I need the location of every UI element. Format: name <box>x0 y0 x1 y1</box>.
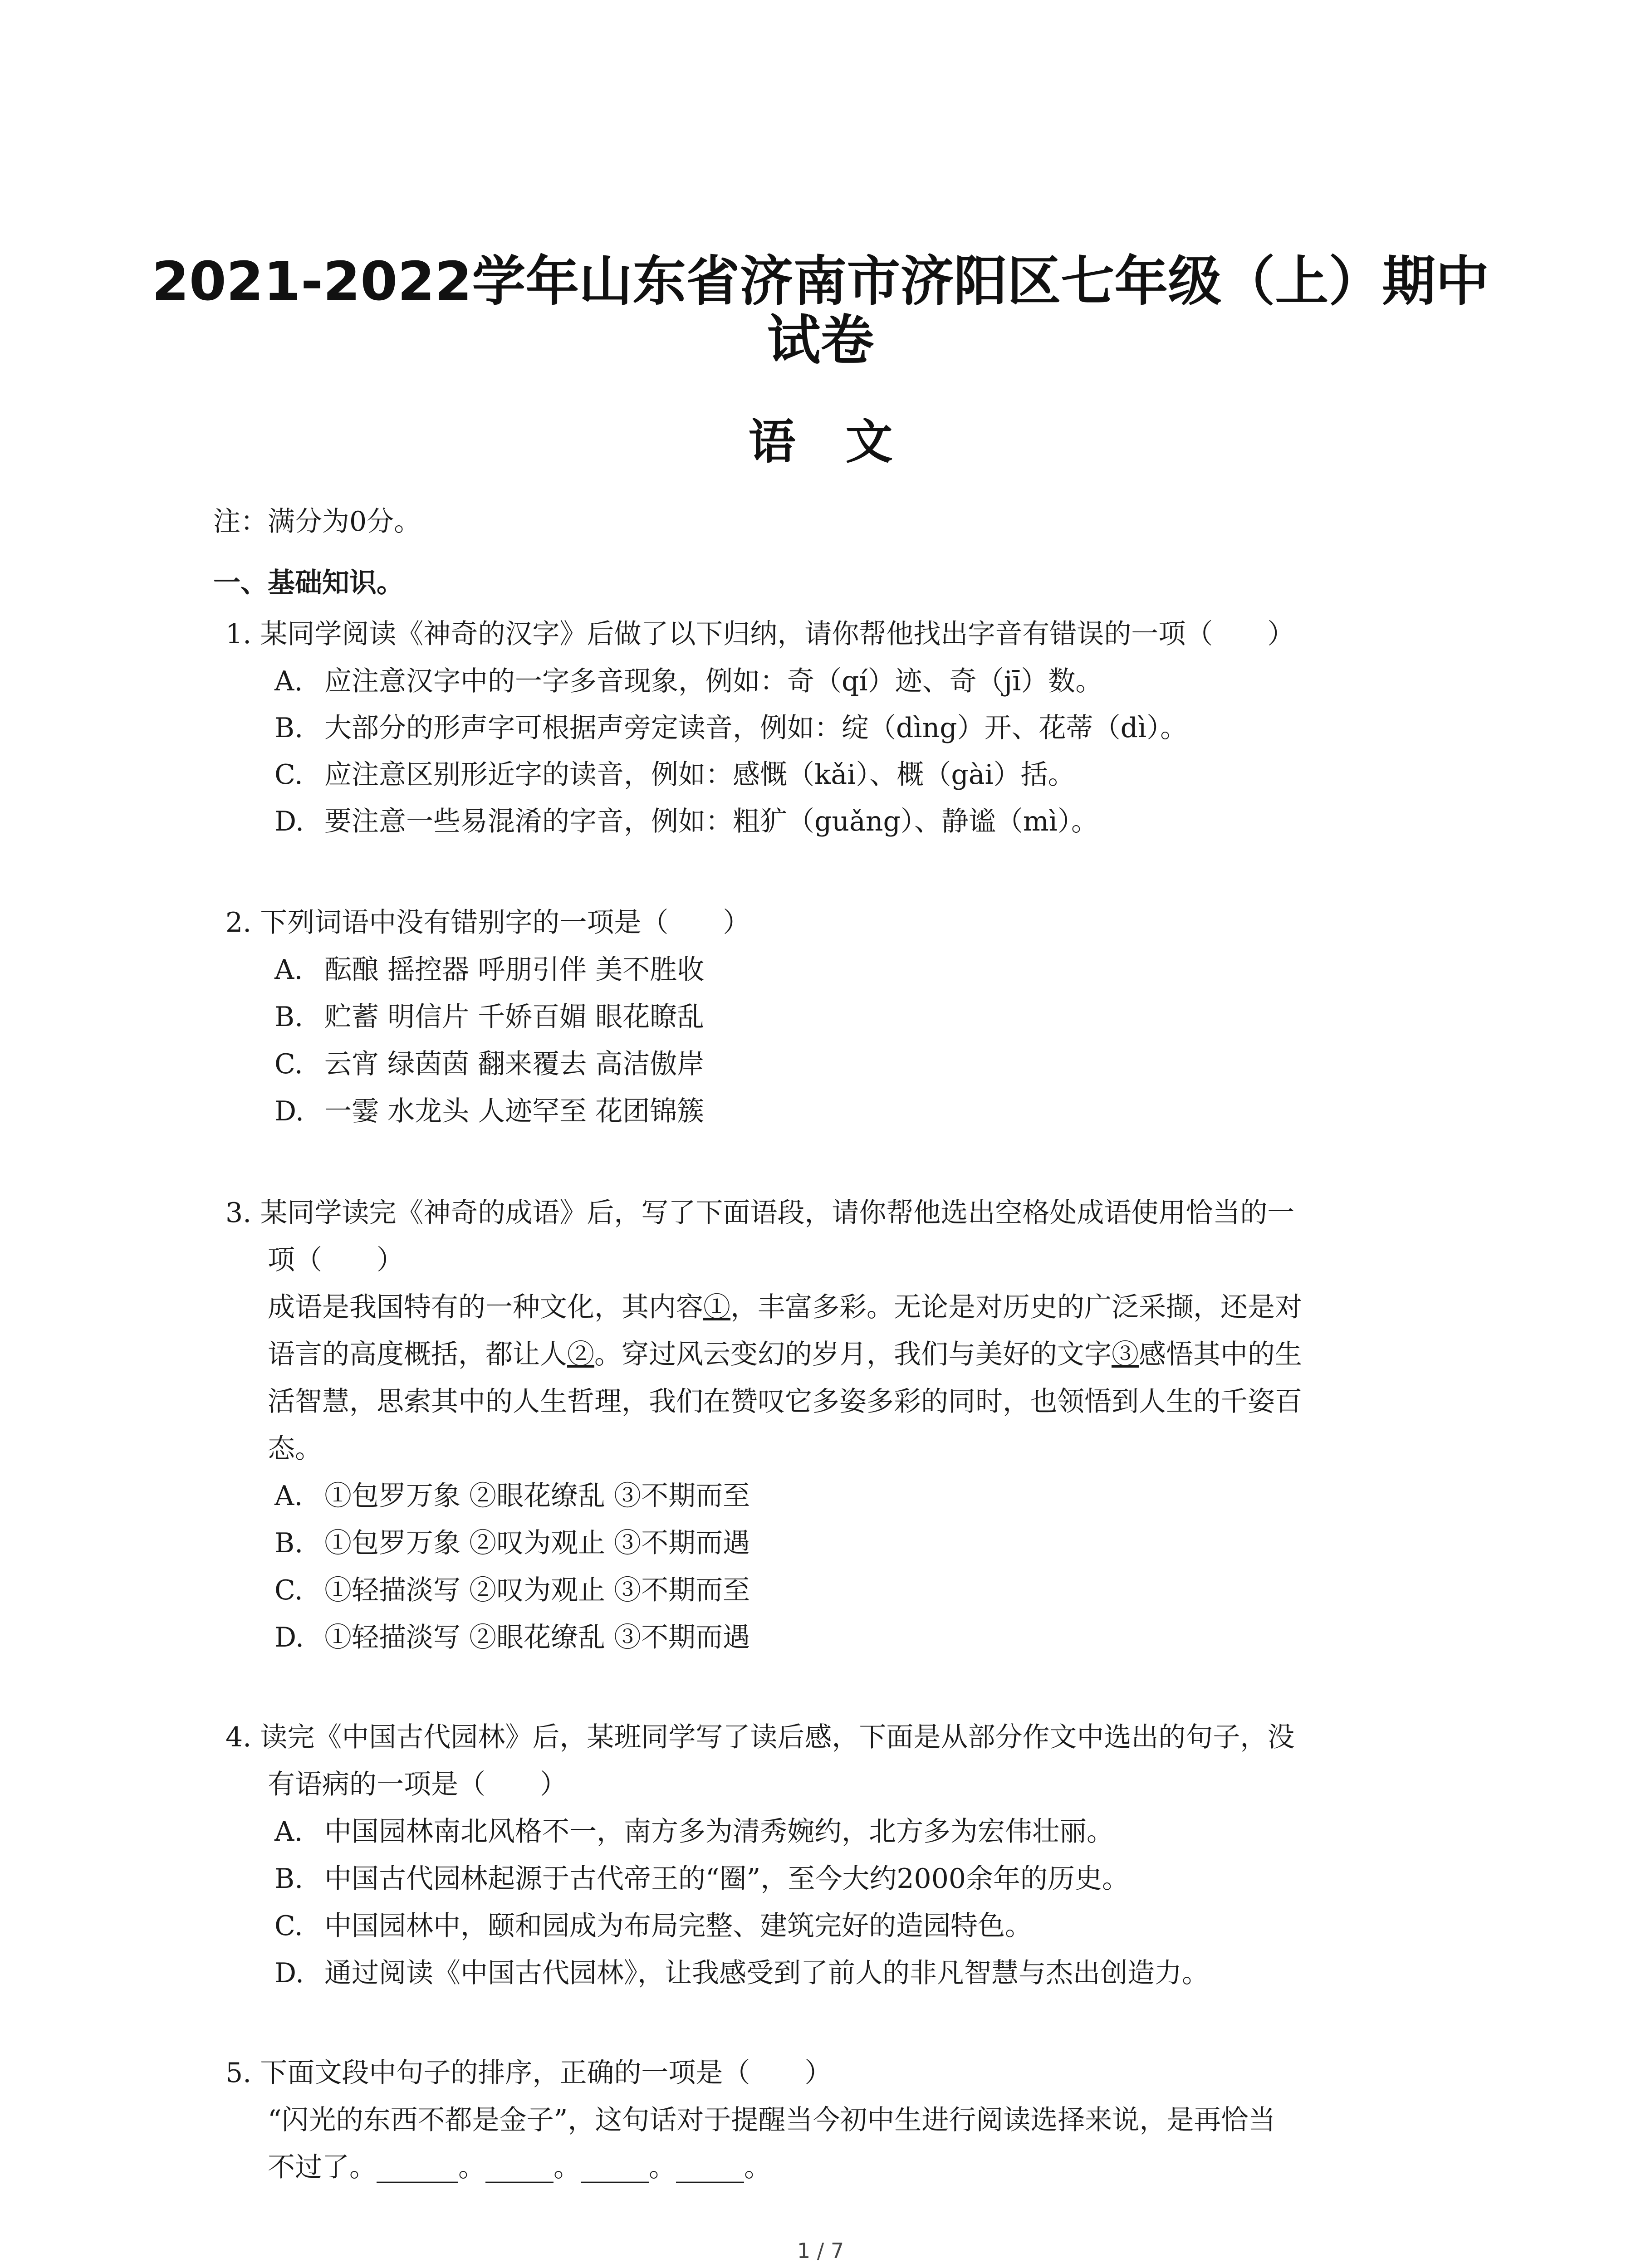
question-3-stem-line2: 项（ ） <box>268 1244 404 1276</box>
question-3-option-c: C. ①轻描淡写 ②叹为观止 ③不期而至 <box>274 1574 750 1606</box>
subject-heading: 语文 <box>748 414 943 469</box>
question-1-option-d: D. 要注意一些易混淆的字音，例如：粗犷（guǎng）、静谧（mì）。 <box>274 806 1098 837</box>
question-4-stem-line1: 4. 读完《中国古代园林》后，某班同学写了读后感，下面是从部分作文中选出的句子，没 <box>225 1721 1295 1753</box>
blank-1: ① <box>703 1291 730 1323</box>
blank-2: ② <box>567 1339 594 1370</box>
question-1-option-b: B. 大部分的形声字可根据声旁定读音，例如：绽（dìng）开、花蒂（dì）。 <box>274 712 1188 744</box>
question-4-stem-line2: 有语病的一项是（ ） <box>268 1769 567 1800</box>
question-3-stem-line1: 3. 某同学读完《神奇的成语》后，写了下面语段，请你帮他选出空格处成语使用恰当的一 <box>225 1197 1295 1229</box>
question-3-passage-line4: 态。 <box>268 1433 322 1465</box>
question-3-passage-line3: 活智慧，思索其中的人生哲理，我们在赞叹它多姿多彩的同时，也领悟到人生的千姿百 <box>268 1386 1302 1418</box>
question-4-option-a: A. 中国园林南北风格不一，南方多为清秀婉约，北方多为宏伟壮丽。 <box>274 1816 1114 1848</box>
question-4-option-c: C. 中国园林中，颐和园成为布局完整、建筑完好的造园特色。 <box>274 1910 1032 1942</box>
score-note: 注：满分为0分。 <box>213 506 421 538</box>
question-4-option-b: B. 中国古代园林起源于古代帝王的“圈”，至今大约2000余年的历史。 <box>274 1863 1130 1895</box>
question-1-stem: 1. 某同学阅读《神奇的汉字》后做了以下归纳，请你帮他找出字音有错误的一项（ ） <box>225 618 1295 650</box>
question-4-option-d: D. 通过阅读《中国古代园林》，让我感受到了前人的非凡智慧与杰出创造力。 <box>274 1957 1209 1989</box>
question-5-passage-line1: “闪光的东西不都是金子”，这句话对于提醒当今初中生进行阅读选择来说，是再恰当 <box>268 2104 1276 2136</box>
section-heading: 一、基础知识。 <box>213 567 404 599</box>
question-1-option-a: A. 应注意汉字中的一字多音现象，例如：奇（qí）迹、奇（jī）数。 <box>274 665 1103 697</box>
question-5-passage-line2: 不过了。______。_____。_____。_____。 <box>268 2151 771 2183</box>
exam-title-line2: 试卷 <box>767 309 874 371</box>
question-3-passage-line2: 语言的高度概括，都让人②。穿过风云变幻的岁月，我们与美好的文字③感悟其中的生 <box>268 1339 1302 1370</box>
question-2-stem: 2. 下列词语中没有错别字的一项是（ ） <box>225 907 750 938</box>
question-3-option-a: A. ①包罗万象 ②眼花缭乱 ③不期而至 <box>274 1480 750 1512</box>
page-number: 1 / 7 <box>797 2239 844 2263</box>
question-2-option-c: C. 云宵 绿茵茵 翻来覆去 高洁傲岸 <box>274 1048 705 1080</box>
question-2-option-b: B. 贮蓄 明信片 千娇百媚 眼花瞭乱 <box>274 1001 705 1033</box>
question-3-passage-line1: 成语是我国特有的一种文化，其内容①，丰富多彩。无论是对历史的广泛采撷，还是对 <box>268 1291 1302 1323</box>
question-2-option-a: A. 酝酿 摇控器 呼朋引伴 美不胜收 <box>274 954 705 986</box>
question-3-option-b: B. ①包罗万象 ②叹为观止 ③不期而遇 <box>274 1527 750 1559</box>
question-5-stem: 5. 下面文段中句子的排序，正确的一项是（ ） <box>225 2057 832 2089</box>
exam-title-line1: 2021-2022学年山东省济南市济阳区七年级（上）期中 <box>152 250 1489 313</box>
blank-3: ③ <box>1112 1339 1139 1370</box>
question-1-option-c: C. 应注意区别形近字的读音，例如：感慨（kǎi）、概（gài）括。 <box>274 759 1075 791</box>
question-2-option-d: D. 一霎 水龙头 人迹罕至 花团锦簇 <box>274 1095 705 1127</box>
question-3-option-d: D. ①轻描淡写 ②眼花缭乱 ③不期而遇 <box>274 1622 750 1653</box>
